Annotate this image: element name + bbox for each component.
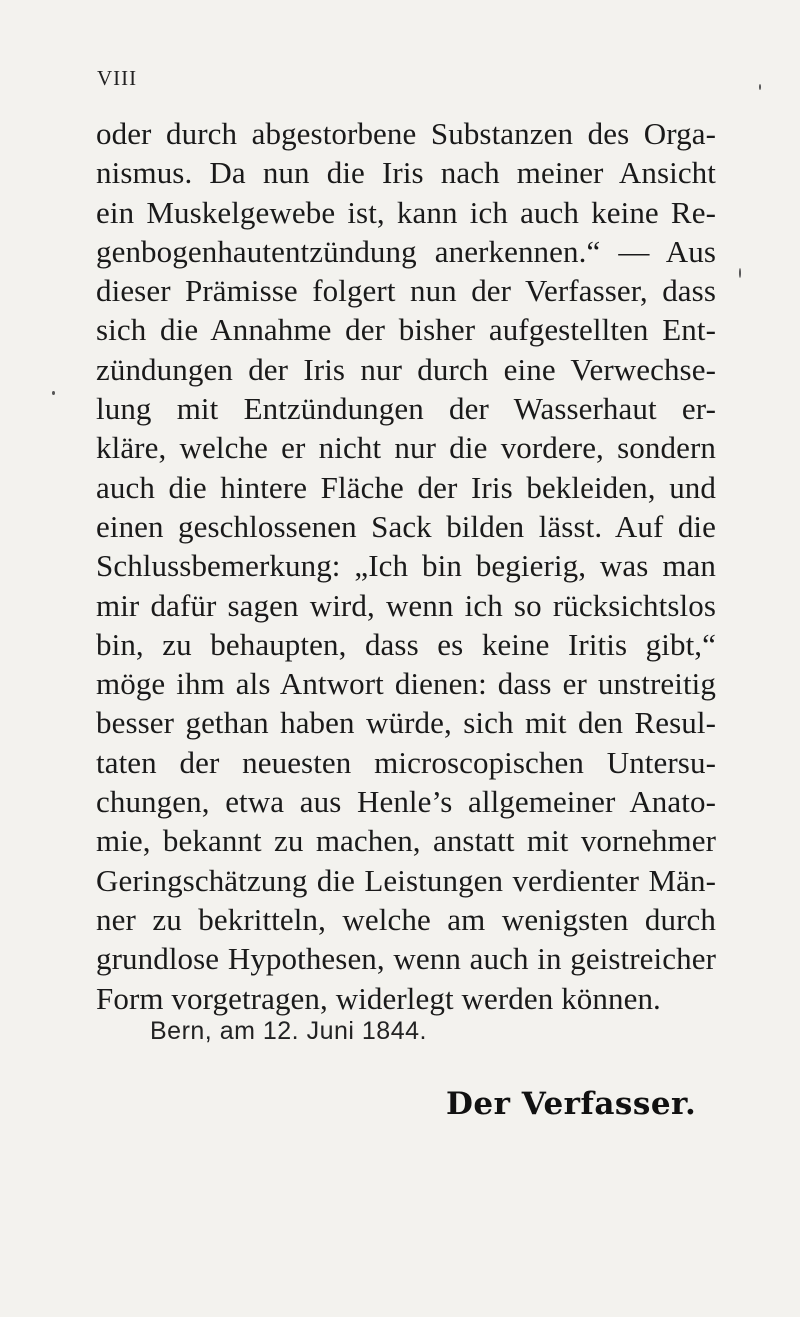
- text-line: sich die Annahme der bisher aufgestellten Ent-: [96, 312, 716, 348]
- text-line: taten der neuesten microscopischen Untersu-: [96, 744, 716, 780]
- text-line: mie, bekannt zu machen, anstatt mit vornehmer: [96, 823, 716, 859]
- text-line: besser gethan haben würde, sich mit den Resul-: [96, 705, 716, 741]
- text-line: dieser Prämisse folgert nun der Verfasser, dass: [96, 273, 716, 309]
- text-line: einen geschlossenen Sack bilden lässt. Auf die: [96, 508, 716, 544]
- text-line: lung mit Entzündungen der Wasserhaut er-: [96, 391, 716, 427]
- text-line: Form vorgetragen, widerlegt werden können.: [96, 980, 661, 1016]
- text-line: bin, zu behaupten, dass es keine Iritis gibt,“: [96, 626, 716, 662]
- scan-speck: [739, 268, 741, 278]
- text-line: genbogenhautentzündung anerkennen.“ — Aus: [96, 233, 716, 269]
- scan-speck: [759, 84, 761, 90]
- text-line: Schlussbemerkung: „Ich bin begierig, was man: [96, 548, 716, 584]
- text-line: oder durch abgestorbene Substanzen des Orga-: [96, 116, 716, 151]
- text-line: grundlose Hypothesen, wenn auch in geistreicher: [96, 941, 716, 977]
- body-text: [96, 114, 716, 1018]
- text-line: ner zu bekritteln, welche am wenigsten durch: [96, 901, 716, 937]
- page-number: VIII: [97, 66, 138, 90]
- text-line: ein Muskelgewebe ist, kann ich auch keine Re-: [96, 194, 716, 230]
- text-line: nismus. Da nun die Iris nach meiner Ansicht: [96, 155, 716, 191]
- scan-speck: [52, 391, 55, 395]
- text-line: chungen, etwa aus Henle’s allgemeiner Anato-: [96, 784, 716, 820]
- text-line: zündungen der Iris nur durch eine Verwechse-: [96, 351, 716, 387]
- text-line: auch die hintere Fläche der Iris bekleiden, und: [96, 469, 716, 505]
- text-line: kläre, welche er nicht nur die vordere, sondern: [96, 430, 716, 466]
- dateline: Bern, am 12. Juni 1844.: [150, 1017, 427, 1045]
- text-line: möge ihm als Antwort dienen: dass er unstreitig: [96, 666, 716, 702]
- text-line: mir dafür sagen wird, wenn ich so rücksichtslos: [96, 587, 716, 623]
- signature: Der Verfasser.: [446, 1086, 697, 1122]
- text-line: Geringschätzung die Leistungen verdienter Män-: [96, 862, 716, 898]
